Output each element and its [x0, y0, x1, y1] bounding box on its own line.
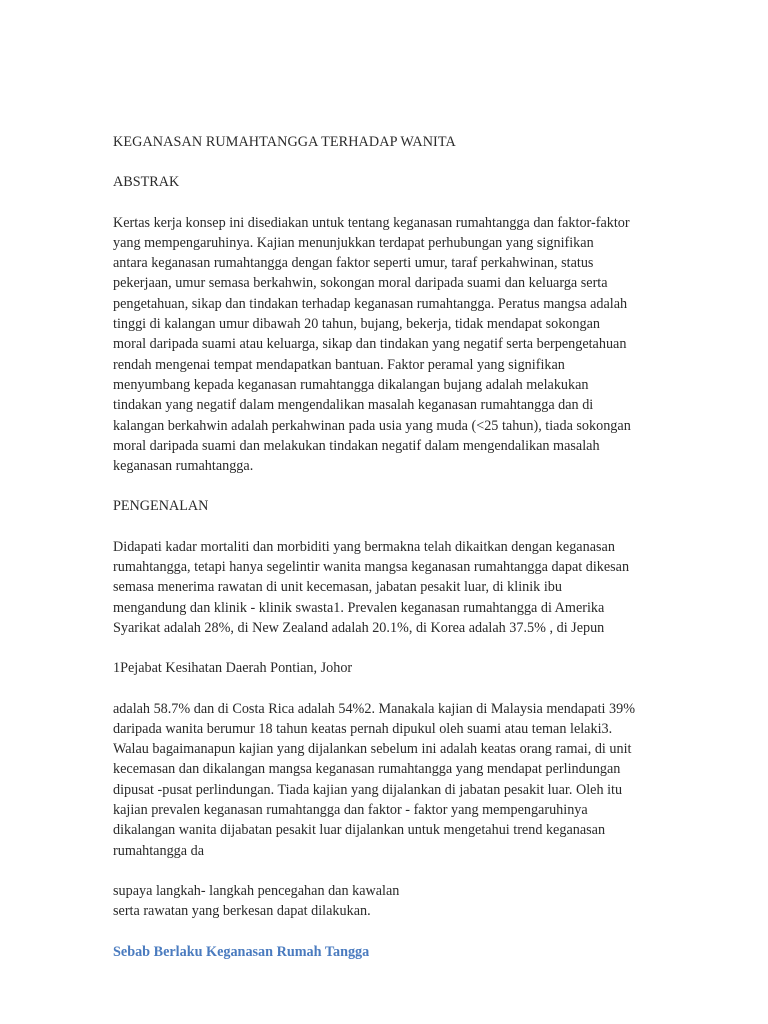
closing-line-1: supaya langkah- langkah pencegahan dan kawalan — [113, 882, 400, 899]
document-title: KEGANASAN RUMAHTANGGA TERHADAP WANITA — [113, 134, 456, 150]
closing-line-2: serta rawatan yang berkesan dapat dilakukan. — [113, 903, 371, 920]
intro-heading: PENGENALAN — [113, 498, 209, 515]
footnote: 1Pejabat Kesihatan Daerah Pontian, Johor — [113, 660, 353, 677]
intro-paragraph: Didapati kadar mortaliti dan morbiditi yang bermakna telah dikaitkan dengan keganasan rumahtangga, tetapi hanya segelintir wanita mangsa keganasan rumahtangga dapat dikesan semasa menerima rawatan di unit kecemasan, jabatan pesakit luar, di klinik ibu mengandung dan klinik - klinik swasta1. Prevalen keganasan rumahtangga di Amerika Syarikat adalah 28%, di New Zealand adalah 20.1%, di Korea adalah 37.5% , di Jepun — [113, 538, 630, 636]
abstract-heading: ABSTRAK — [113, 174, 180, 191]
abstract-paragraph: Kertas kerja konsep ini disediakan untuk tentang keganasan rumahtangga dan faktor-faktor yang mempengaruhinya. Kajian menunjukkan terdapat perhubungan yang signifikan antara keganasan rumahtangga dengan faktor seperti umur, taraf perkahwinan, status pekerjaan, umur semasa berkahwin, sokongan moral daripada suami dan keluarga serta pengetahuan, sikap dan tindakan terhadap keganasan rumahtangga. Peratus mangsa adalah tinggi di kalangan umur dibawah 20 tahun, bujang, bekerja, tidak mendapat sokongan moral daripada suami atau keluarga, sikap dan tindakan yang negatif serta berpengetahuan rendah mengenai tempat mendapatkan bantuan. Faktor peramal yang signifikan menyumbang kepada keganasan rumahtangga dikalangan bujang adalah melakukan tindakan yang negatif dalam mengendalikan masalah keganasan rumahtangga dan di kalangan berkahwin adalah perkahwinan pada usia yang muda (<25 tahun), tiada sokongan moral daripada suami dan melakukan tindakan negatif dalam mengendalikan masalah keganasan rumahtangga. — [113, 214, 631, 475]
continuation-paragraph: adalah 58.7% dan di Costa Rica adalah 54%2. Manakala kajian di Malaysia mendapati 39% daripada wanita berumur 18 tahun keatas pernah dipukul oleh suami atau teman lelaki3. Walau bagaimanapun kajian yang dijalankan sebelum ini adalah keatas orang ramai, di unit kecemasan dan dikalangan mangsa keganasan rumahtangga yang mendapat perlindungan dipusat -pusat perlindungan. Tiada kajian yang dijalankan di jabatan pesakit luar. Oleh itu kajian prevalen keganasan rumahtangga dan faktor - faktor yang mempengaruhinya dikalangan wanita dijabatan pesakit luar dijalankan untuk mengetahui trend keganasan rumahtangga da — [113, 700, 636, 859]
cause-section-heading: Sebab Berlaku Keganasan Rumah Tangga — [113, 943, 370, 960]
